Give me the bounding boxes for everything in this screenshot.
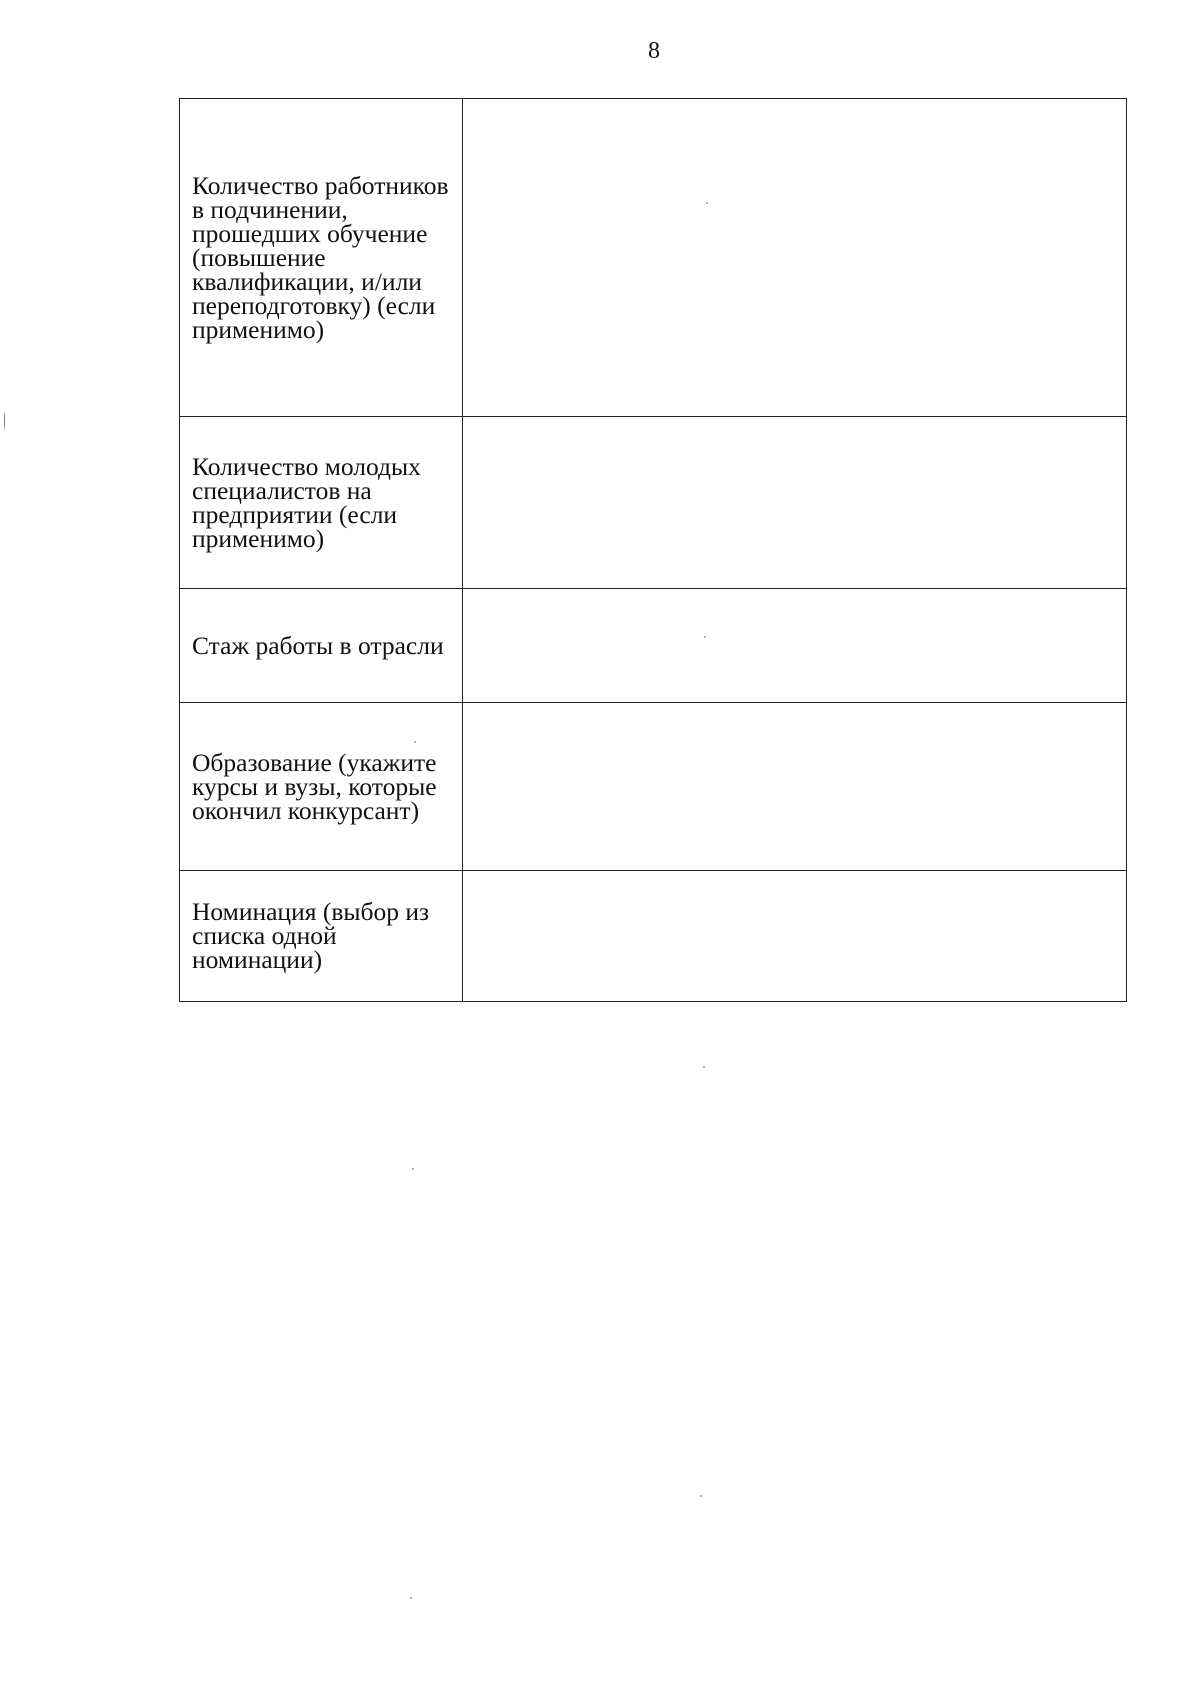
field-label-nomination: Номинация (выбор из списка одной номинации): [192, 897, 430, 974]
field-label-young-specialists: Количество молодых специалистов на предприятии (если применимо): [192, 451, 421, 553]
table-row-trained-employees: [180, 99, 1127, 417]
row-label-cell: [180, 417, 463, 589]
field-value-young-specialists[interactable]: [463, 417, 1127, 589]
row-label-cell: [180, 703, 463, 871]
field-label-industry-experience: Стаж работы в отрасли: [192, 630, 444, 660]
scan-speck: [410, 1597, 412, 1599]
field-label-trained-employees: Количество работников в подчинении, прошедших обучение (повышение квалификации, и/или переподготовку) (если применимо): [192, 170, 449, 344]
nomination-form-table: [179, 98, 1127, 1002]
field-label-education: Образование (укажите курсы и вузы, которые окончил конкурсант): [192, 747, 437, 825]
table-row-education: [180, 703, 1127, 871]
scan-edge-mark: [4, 412, 5, 430]
table-row-industry-experience: [180, 589, 1127, 703]
page-number: 8: [648, 38, 660, 64]
field-value-education[interactable]: [463, 703, 1127, 871]
row-label-cell: [180, 589, 463, 703]
scan-speck: [704, 636, 706, 638]
field-value-industry-experience[interactable]: [463, 589, 1127, 703]
scan-speck: [706, 202, 708, 204]
row-label-cell: [180, 99, 463, 417]
scan-speck: [412, 1168, 414, 1170]
scan-speck: [703, 1066, 705, 1068]
field-value-trained-employees[interactable]: [463, 99, 1127, 417]
table-row-young-specialists: [180, 417, 1127, 589]
row-label-cell: [180, 871, 463, 1002]
scan-speck: [700, 1495, 702, 1497]
field-value-nomination[interactable]: [463, 871, 1127, 1002]
table-row-nomination: [180, 871, 1127, 1002]
scan-speck: [414, 741, 416, 743]
